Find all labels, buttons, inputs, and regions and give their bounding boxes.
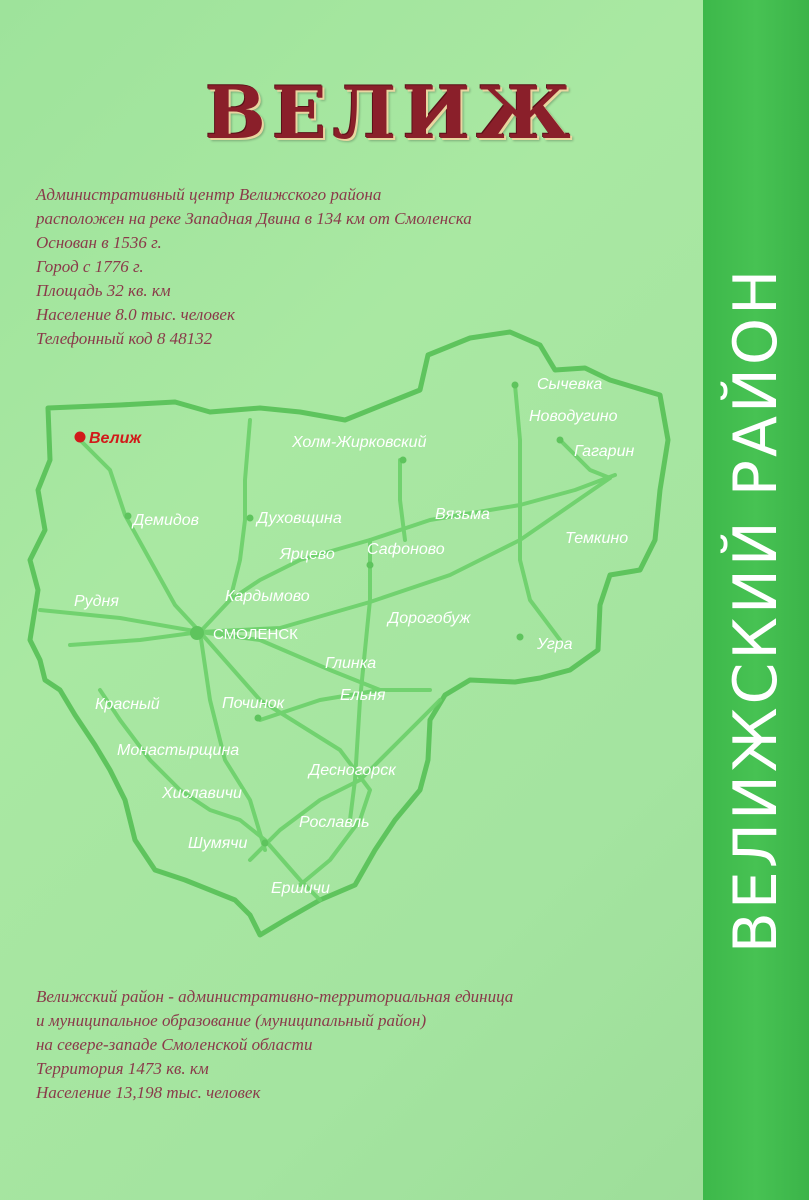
- city-label: Духовщина: [257, 510, 342, 527]
- info-line: Основан в 1536 г.: [36, 233, 162, 252]
- city-label: Вязьма: [435, 506, 490, 523]
- info-line: Велижский район - административно-территориальная единица: [36, 987, 514, 1006]
- district-info: [36, 985, 513, 1105]
- city-label: Угра: [537, 636, 573, 653]
- info-line: Административный центр Велижского района: [36, 185, 382, 204]
- city-label: Глинка: [325, 655, 377, 672]
- info-line: на севере-западе Смоленской области: [36, 1035, 313, 1054]
- info-line: Город с 1776 г.: [36, 257, 144, 276]
- capital-marker: [190, 626, 204, 640]
- info-line: Телефонный код 8 48132: [36, 329, 213, 348]
- city-label: Темкино: [565, 530, 629, 547]
- city-label: Демидов: [133, 512, 199, 529]
- city-label: Холм-Жирковский: [292, 434, 427, 451]
- info-line: Территория 1473 кв. км: [36, 1059, 209, 1078]
- district-title: ВЕЛИЖСКИЙ РАЙОН: [721, 266, 791, 954]
- city-label: Ершичи: [271, 880, 330, 897]
- city-label: Рудня: [74, 593, 119, 610]
- city-label: Починок: [222, 695, 285, 712]
- city-label: Монастырщина: [117, 742, 240, 759]
- city-label: Ельня: [340, 687, 386, 704]
- city-label: Ярцево: [280, 546, 335, 563]
- city-label: Сычевка: [537, 376, 603, 393]
- info-line: Площадь 32 кв. км: [36, 281, 171, 300]
- city-label: Гагарин: [574, 443, 635, 460]
- city-label: Дорогобуж: [388, 610, 471, 627]
- city-marker-velizh: [75, 432, 86, 443]
- city-label-velizh: Велиж: [89, 430, 142, 447]
- city-label: Хиславичи: [162, 785, 242, 802]
- city-label: Десногорск: [309, 762, 396, 779]
- city-label: Новодугино: [529, 408, 618, 425]
- capital-label: СМОЛЕНСК: [213, 626, 298, 643]
- info-line: расположен на реке Западная Двина в 134 км от Смоленска: [36, 209, 472, 228]
- city-label: Кардымово: [225, 588, 310, 605]
- city-label: Красный: [95, 696, 160, 713]
- page-title: ВЕЛИЖ: [205, 70, 577, 155]
- info-line: Население 13,198 тыс. человек: [36, 1083, 261, 1102]
- city-label: Рославль: [299, 814, 370, 831]
- city-label: Сафоново: [367, 541, 445, 558]
- city-label: Шумячи: [188, 835, 248, 852]
- info-line: и муниципальное образование (муниципальный район): [36, 1011, 427, 1030]
- info-line: Население 8.0 тыс. человек: [36, 305, 235, 324]
